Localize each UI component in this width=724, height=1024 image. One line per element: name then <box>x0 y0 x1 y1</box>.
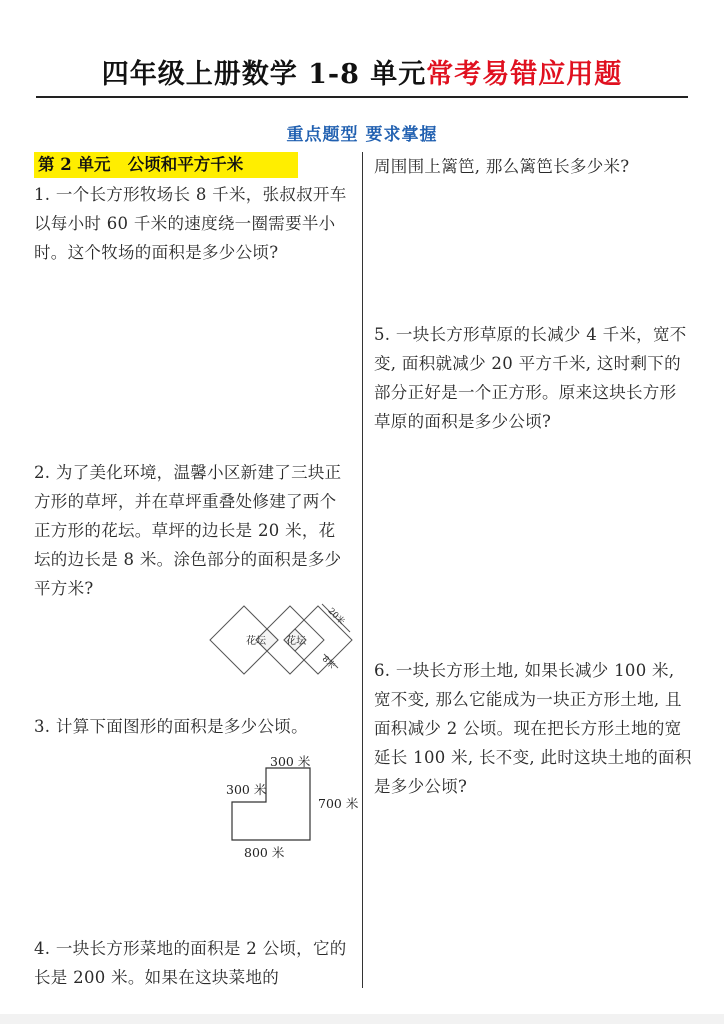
dim-top: 300 米 <box>270 754 311 769</box>
l-shape-diagram <box>230 760 326 844</box>
question-6: 6. 一块长方形土地, 如果长减少 100 米, 宽不变, 那么它能成为一块正方形土地, 且面积减少 2 公顷。现在把长方形土地的宽延长 100 米, 长不变, 此时这块土地的面积是多少公顷? <box>374 661 692 796</box>
lawn-side-label: 20米 <box>325 606 347 628</box>
dim-bottom: 800 米 <box>244 845 285 860</box>
l-shape-outline <box>232 768 310 840</box>
title-main: 四年级上册数学 1-8 单元 <box>101 59 427 90</box>
question-5: 5. 一块长方形草原的长减少 4 千米，宽不变, 面积就减少 20 平方千米, 这时剩下的部分正好是一个正方形。原来这块长方形草原的面积是多少公顷? <box>374 325 687 431</box>
flower-bed-label-2: 花坛 <box>286 636 306 647</box>
question-4: 4. 一块长方形菜地的面积是 2 公顷，它的长是 200 米。如果在这块菜地的 <box>34 939 347 987</box>
dim-left: 300 米 <box>226 782 267 797</box>
title-underline <box>36 96 688 98</box>
page-title <box>0 52 724 91</box>
bed-side-label: 8米 <box>319 654 337 672</box>
question-3: 3. 计算下面图形的面积是多少公顷。 <box>34 717 308 736</box>
page-subtitle: 重点题型 要求掌握 <box>286 125 438 145</box>
flower-bed-label-1: 花坛 <box>246 636 266 647</box>
question-4-continued: 周围围上篱笆, 那么篱笆长多少米? <box>374 157 630 176</box>
question-1: 1. 一个长方形牧场长 8 千米，张叔叔开车以每小时 60 千米的速度绕一圈需要半小时。这个牧场的面积是多少公顷? <box>34 185 347 262</box>
column-divider <box>362 152 363 988</box>
question-2: 2. 为了美化环境，温馨小区新建了三块正方形的草坪，并在草坪重叠处修建了两个正方形的花坛。草坪的边长是 20 米，花坛的边长是 8 米。涂色部分的面积是多少平方米? <box>34 463 342 598</box>
unit-heading: 第 2 单元 公顷和平方千米 <box>34 152 298 178</box>
title-highlight: 常考易错应用题 <box>426 59 623 90</box>
dim-right: 700 米 <box>318 796 359 811</box>
page-bottom-edge <box>0 1014 724 1024</box>
